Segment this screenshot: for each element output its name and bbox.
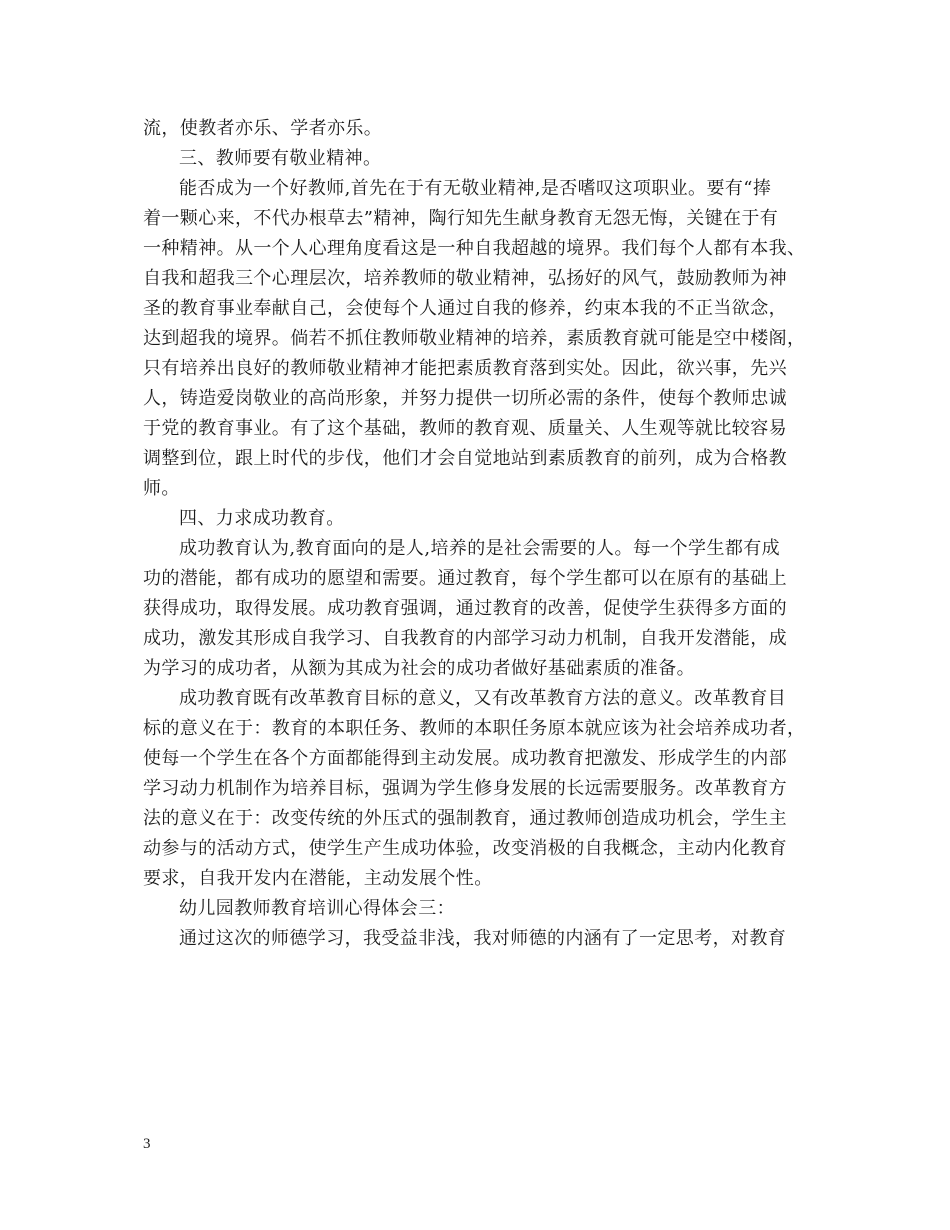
text-line: 流，使教者亦乐、学者亦乐。 — [143, 118, 383, 139]
text-line: 法的意义在于：改变传统的外压式的强制教育，通过教师创造成功机会，学生主 — [143, 808, 787, 829]
text-line: 师。 — [143, 478, 180, 499]
text-line: 调整到位，跟上时代的步伐，他们才会自觉地站到素质教育的前列，成为合格教 — [143, 448, 787, 469]
text-line: 获得成功，取得发展。成功教育强调，通过教育的改善，促使学生获得多方面的 — [143, 598, 787, 619]
text-line: 为学习的成功者，从额为其成为社会的成功者做好基础素质的准备。 — [143, 658, 695, 679]
text-line: 使每一个学生在各个方面都能得到主动发展。成功教育把激发、形成学生的内部 — [143, 748, 787, 769]
text-line: 自我和超我三个心理层次，培养教师的敬业精神，弘扬好的风气，鼓励教师为神 — [143, 268, 787, 289]
text-line: 通过这次的师德学习，我受益非浅，我对师德的内涵有了一定思考，对教育 — [179, 928, 787, 949]
text-line: 标的意义在于：教育的本职任务、教师的本职任务原本就应该为社会培养成功者， — [143, 718, 806, 739]
text-line: 圣的教育事业奉献自己，会使每个人通过自我的修养，约束本我的不正当欲念， — [143, 298, 787, 319]
text-line: 达到超我的境界。倘若不抓住教师敬业精神的培养，素质教育就可能是空中楼阁， — [143, 328, 806, 349]
text-line: 幼儿园教师教育培训心得体会三： — [179, 898, 455, 919]
text-line: 动参与的活动方式，使学生产生成功体验，改变消极的自我概念，主动内化教育 — [143, 838, 787, 859]
text-line: 四、力求成功教育。 — [179, 508, 345, 529]
text-line: 要求，自我开发内在潜能，主动发展个性。 — [143, 868, 493, 889]
text-line: 能否成为一个好教师,首先在于有无敬业精神,是否嗜叹这项职业。要有“捧 — [179, 178, 772, 199]
text-line: 三、教师要有敬业精神。 — [179, 148, 382, 169]
text-line: 学习动力机制作为培养目标，强调为学生修身发展的长远需要服务。改革教育方 — [143, 778, 787, 799]
text-line: 人，铸造爱岗敬业的高尚形象，并努力提供一切所必需的条件，使每个教师忠诚 — [143, 388, 787, 409]
text-line: 只有培养出良好的教师敬业精神才能把素质教育落到实处。因此，欲兴事，先兴 — [143, 358, 787, 379]
document-body — [143, 114, 827, 954]
text-line: 成功教育认为,教育面向的是人,培养的是社会需要的人。每一个学生都有成 — [179, 538, 781, 559]
text-line: 成功教育既有改革教育目标的意义，又有改革教育方法的意义。改革教育目 — [179, 688, 787, 709]
text-line: 于党的教育事业。有了这个基础，教师的教育观、质量关、人生观等就比较容易 — [143, 418, 787, 439]
text-line: 一种精神。从一个人心理角度看这是一种自我超越的境界。我们每个人都有本我、 — [143, 238, 806, 259]
text-line: 着一颗心来，不代办根草去”精神，陶行知先生献身教育无怨无悔，关键在于有 — [143, 208, 779, 229]
text-line: 成功，激发其形成自我学习、自我教育的内部学习动力机制，自我开发潜能，成 — [143, 628, 787, 649]
page-number: 3 — [143, 1136, 151, 1152]
text-line: 功的潜能，都有成功的愿望和需要。通过教育，每个学生都可以在原有的基础上 — [143, 568, 787, 589]
